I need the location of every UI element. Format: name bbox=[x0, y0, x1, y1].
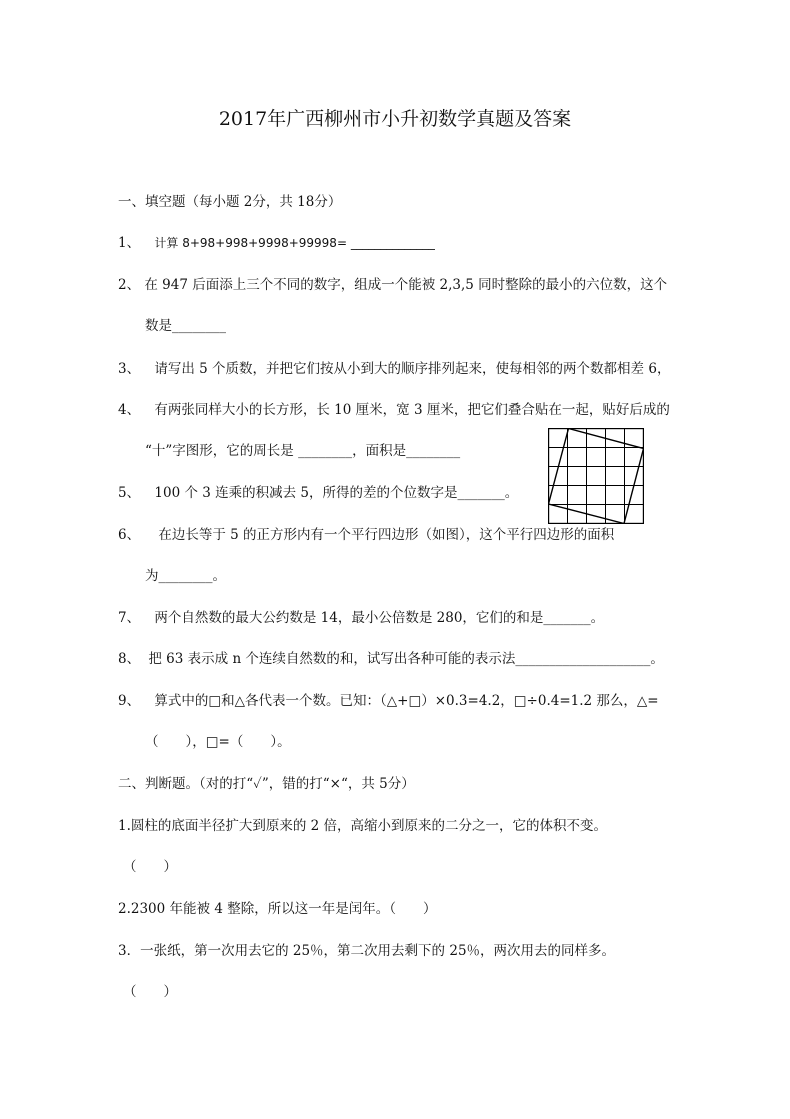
grid bbox=[549, 429, 644, 524]
square-outline bbox=[549, 429, 644, 524]
question-9 bbox=[118, 691, 659, 711]
question-text: 把 63 表示成 n 个连续自然数的和，试写出各种可能的表示法____________________。 bbox=[148, 651, 664, 667]
section1-heading: 一、填空题（每小题 2分，共 18分） bbox=[118, 194, 342, 210]
question-text: 100 个 3 连乘的积减去 5，所得的差的个位数字是_______。 bbox=[154, 485, 519, 501]
question-text: 有两张同样大小的长方形，长 10 厘米，宽 3 厘米，把它们叠合贴在一起，贴好后成的 bbox=[154, 402, 670, 418]
page-title: 2017年广西柳州市小升初数学真题及答案 bbox=[218, 108, 572, 130]
question-number: 7、 bbox=[118, 610, 141, 626]
question-number: 2、 bbox=[118, 277, 141, 293]
question-2-line2: 数是________ bbox=[145, 318, 226, 334]
question-8 bbox=[118, 649, 664, 669]
grid-parallelogram-icon bbox=[548, 428, 644, 524]
judge-question-3: 3．一张纸，第一次用去它的 25％，第二次用去剩下的 25％，两次用去的同样多。 bbox=[118, 943, 616, 959]
question-text: 在边长等于 5 的正方形内有一个平行四边形（如图），这个平行四边形的面积 bbox=[158, 527, 615, 543]
question-text: 两个自然数的最大公约数是 14，最小公倍数是 280，它们的和是_______。 bbox=[154, 610, 605, 626]
question-number: 3、 bbox=[118, 361, 141, 377]
question-3 bbox=[118, 359, 670, 379]
question-6 bbox=[118, 525, 614, 545]
question-number: 4、 bbox=[118, 402, 141, 418]
judge-question-1: 1.圆柱的底面半径扩大到原来的 2 倍，高缩小到原来的二分之一，它的体积不变。 bbox=[118, 818, 608, 834]
question-text: 在 947 后面添上三个不同的数字，组成一个能被 2,3,5 同时整除的最小的六位数，这个 bbox=[144, 277, 668, 293]
question-number: 5、 bbox=[118, 485, 141, 501]
parallelogram bbox=[549, 429, 644, 524]
question-number: 6、 bbox=[118, 527, 141, 543]
question-4-line2: “十”字图形，它的周长是 ________，面积是________ bbox=[145, 443, 461, 459]
judge-question-3-blank: （ ） bbox=[123, 984, 177, 1000]
judge-question-1-blank: （ ） bbox=[123, 859, 177, 875]
question-1 bbox=[118, 233, 435, 253]
question-number: 1、 bbox=[118, 235, 141, 251]
question-5 bbox=[118, 483, 518, 503]
question-number: 9、 bbox=[118, 693, 141, 709]
question-7 bbox=[118, 608, 604, 628]
question-9-line2: （ ），□=（ ）。 bbox=[145, 734, 291, 750]
question-2 bbox=[118, 275, 667, 295]
question-6-line2: 为________。 bbox=[145, 568, 226, 584]
section2-heading: 二、判断题。（对的打“✓”，错的打“×“，共 5分） bbox=[118, 776, 415, 792]
question-text: 算式中的□和△各代表一个数。已知：（△+□）×0.3=4.2，□÷0.4=1.2 那么，△= bbox=[154, 693, 659, 709]
question-4 bbox=[118, 400, 670, 420]
question-text: 请写出 5 个质数，并把它们按从小到大的顺序排列起来，使每相邻的两个数都相差 6， bbox=[154, 361, 671, 377]
question-text: 计算 8+98+998+9998+99998= ______________ bbox=[154, 236, 435, 250]
question-number: 8、 bbox=[118, 651, 141, 667]
judge-question-2: 2.2300 年能被 4 整除，所以这一年是闰年。（ ） bbox=[118, 901, 437, 917]
